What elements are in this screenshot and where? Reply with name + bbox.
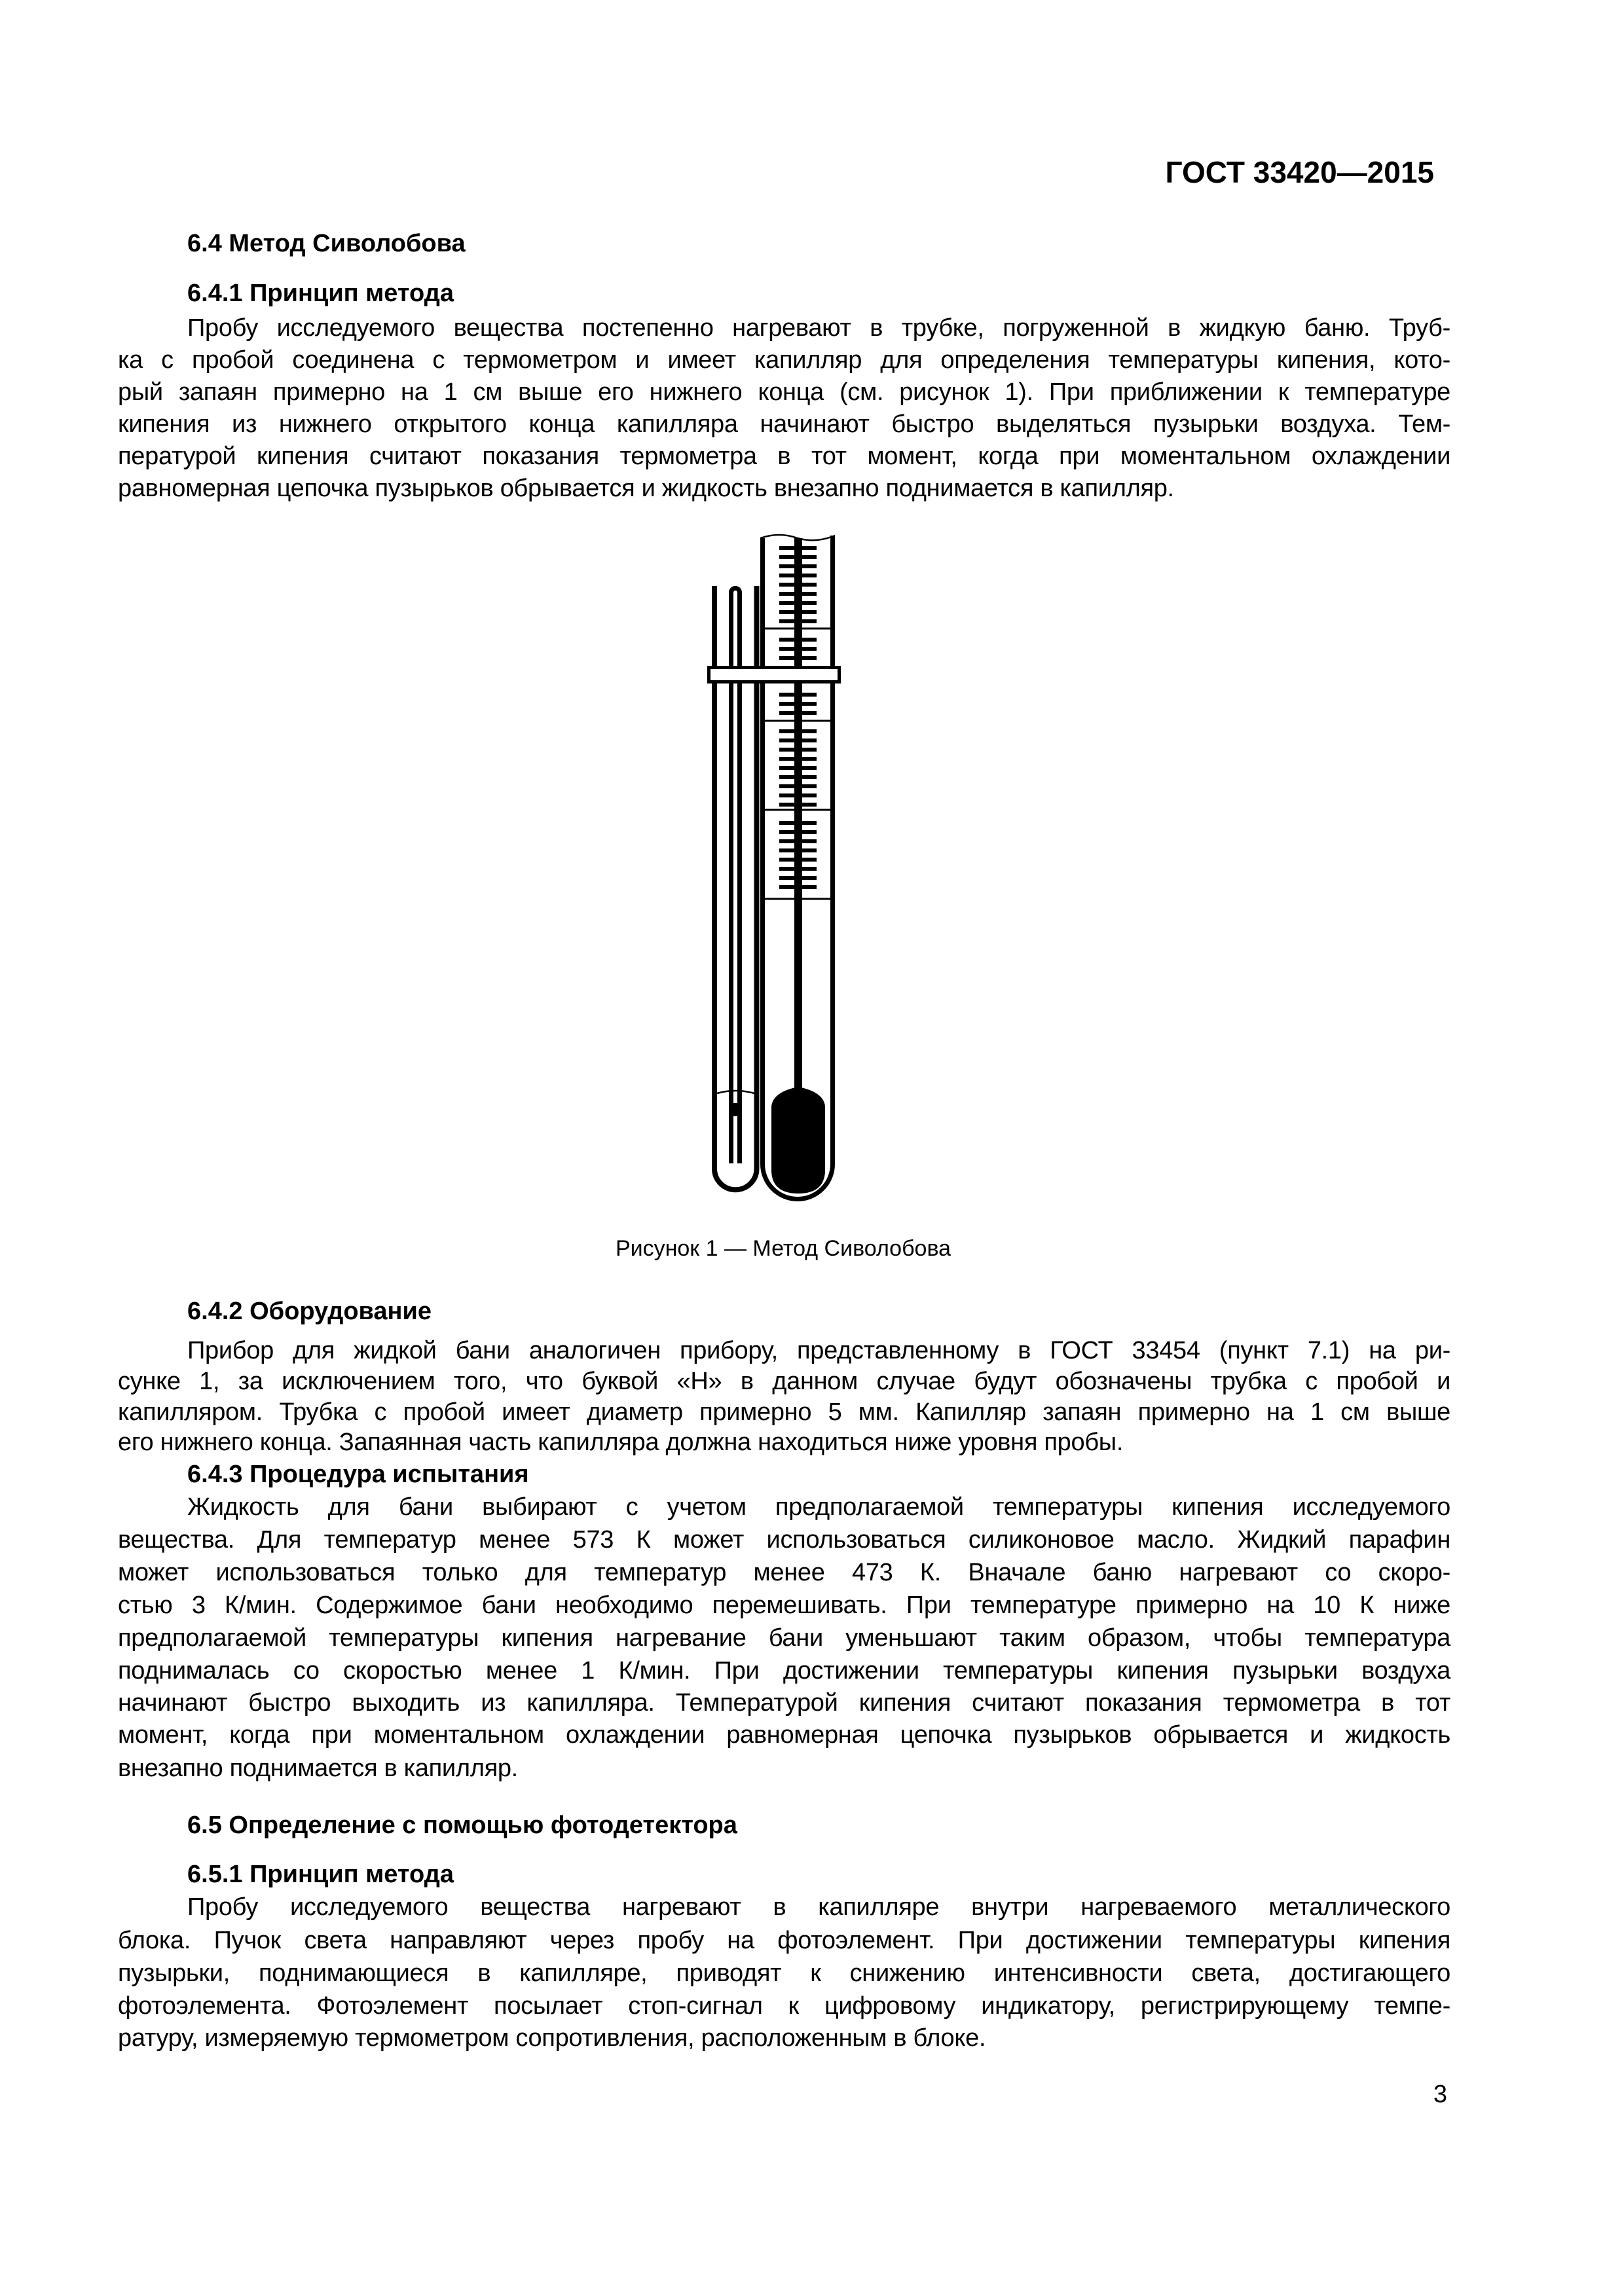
paragraph-line: Жидкость для бани выбирают с учетом предполагаемой температуры кипения исследуемого	[187, 1493, 1450, 1521]
scale-tick	[802, 830, 817, 834]
scale-tick	[802, 583, 817, 587]
paragraph-line: рый запаян примерно на 1 см выше его нижнего конца (см. рисунок 1). При приближении к температуре	[118, 378, 1450, 406]
scale-tick	[779, 793, 794, 797]
scale-tick	[802, 738, 817, 742]
paragraph-line: момент, когда при моментальном охлаждении равномерная цепочка пузырьков обрывается и жидкость	[118, 1721, 1450, 1749]
paragraph-line: может использоваться только для температур менее 473 К. Вначале баню нагревают со скоро-	[118, 1559, 1450, 1586]
scale-tick	[802, 693, 817, 697]
section-heading-6-5-1: 6.5.1 Принцип метода	[187, 1861, 454, 1888]
scale-tick	[779, 619, 794, 623]
paragraph-line: его нижнего конца. Запаянная часть капилляра должна находиться ниже уровня пробы.	[118, 1429, 1124, 1456]
scale-tick	[802, 876, 817, 880]
paragraph-line: поднималась со скоростью менее 1 К/мин. При достижении температуры кипения пузырьки воздуха	[118, 1657, 1450, 1685]
paragraph-line: Пробу исследуемого вещества нагревают в капилляре внутри нагреваемого металлического	[187, 1893, 1450, 1921]
paragraph-line: кипения из нижнего открытого конца капилляра начинают быстро выделяться пузырьки воздуха. Тем-	[118, 410, 1450, 438]
scale-tick	[802, 766, 817, 770]
scale-tick	[779, 729, 794, 733]
scale-tick	[802, 574, 817, 577]
paragraph-line: пузырьки, поднимающиеся в капилляре, приводят к снижению интенсивности света, достигающего	[118, 1959, 1450, 1987]
scale-tick	[779, 711, 794, 715]
section-heading-6-5: 6.5 Определение с помощью фотодетектора	[187, 1812, 737, 1839]
scale-tick	[802, 748, 817, 752]
scale-tick	[802, 610, 817, 614]
paragraph-line: вещества. Для температур менее 573 К может использоваться силиконовое масло. Жидкий парафин	[118, 1526, 1450, 1554]
scale-tick	[802, 656, 817, 660]
paragraph-line: внезапно поднимается в капилляр.	[118, 1755, 518, 1782]
scale-tick	[779, 757, 794, 761]
scale-tick	[779, 803, 794, 807]
sivolobov-apparatus-figure	[694, 524, 851, 1205]
scale-tick	[779, 656, 794, 660]
scale-tick	[802, 885, 817, 889]
thermometer-stem	[794, 538, 802, 1091]
scale-tick	[779, 574, 794, 577]
scale-tick	[779, 583, 794, 587]
scale-tick	[779, 546, 794, 550]
scale-tick	[802, 711, 817, 715]
document-code: ГОСТ 33420—2015	[1165, 155, 1434, 189]
tube-clamp	[709, 668, 840, 682]
paragraph-line: предполагаемой температуры кипения нагревание бани уменьшают таким образом, чтобы температура	[118, 1624, 1450, 1652]
scale-tick	[802, 555, 817, 559]
scale-tick	[802, 564, 817, 568]
figure-caption: Рисунок 1 — Метод Сиволобова	[615, 1236, 951, 1261]
page-number: 3	[1433, 2081, 1447, 2108]
scale-tick	[802, 592, 817, 596]
scale-tick	[802, 638, 817, 642]
scale-tick	[779, 601, 794, 605]
scale-tick	[802, 601, 817, 605]
scale-tick	[779, 693, 794, 697]
scale-tick	[802, 619, 817, 623]
scale-tick	[802, 858, 817, 862]
scale-tick	[779, 592, 794, 596]
paragraph-line: блока. Пучок света направляют через пробу на фотоэлемент. При достижении температуры кипения	[118, 1927, 1450, 1954]
scale-tick	[802, 821, 817, 825]
scale-tick	[802, 848, 817, 852]
scale-tick	[802, 793, 817, 797]
scale-tick	[802, 775, 817, 779]
thermometer-bulb	[771, 1087, 825, 1194]
scale-tick	[779, 784, 794, 788]
scale-tick	[779, 858, 794, 862]
scale-tick	[779, 885, 794, 889]
scale-tick	[779, 839, 794, 843]
scale-tick	[779, 647, 794, 651]
scale-tick	[779, 766, 794, 770]
capillary-sealed-part	[733, 1103, 738, 1116]
sample-liquid-level	[717, 1091, 754, 1093]
scale-tick	[779, 848, 794, 852]
scale-tick	[802, 867, 817, 871]
scale-tick	[779, 748, 794, 752]
scale-tick	[779, 830, 794, 834]
scale-tick	[779, 702, 794, 706]
scale-tick	[779, 867, 794, 871]
scale-tick	[779, 638, 794, 642]
paragraph-line: капилляром. Трубка с пробой имеет диаметр примерно 5 мм. Капилляр запаян примерно на 1 см выше	[118, 1398, 1450, 1426]
scale-tick	[802, 784, 817, 788]
scale-tick	[779, 610, 794, 614]
paragraph-line: фотоэлемента. Фотоэлемент посылает стоп-сигнал к цифровому индикатору, регистрирующему темпе-	[118, 1992, 1450, 2020]
section-heading-6-4-2: 6.4.2 Оборудование	[187, 1298, 432, 1325]
section-heading-6-4-1: 6.4.1 Принцип метода	[187, 280, 454, 307]
scale-tick	[779, 738, 794, 742]
paragraph-line: стью 3 К/мин. Содержимое бани необходимо перемешивать. При температуре примерно на 10 К ниже	[118, 1592, 1450, 1619]
scale-tick	[802, 702, 817, 706]
scale-tick	[802, 647, 817, 651]
paragraph-line: равномерная цепочка пузырьков обрывается и жидкость внезапно поднимается в капилляр.	[118, 475, 1174, 502]
scale-tick	[779, 564, 794, 568]
scale-tick	[802, 757, 817, 761]
paragraph-line: Пробу исследуемого вещества постепенно нагревают в трубке, погруженной в жидкую баню. Труб-	[187, 314, 1450, 342]
paragraph-line: пературой кипения считают показания термометра в тот момент, когда при моментальном охлаждении	[118, 443, 1450, 470]
paragraph-line: Прибор для жидкой бани аналогичен прибору, представленному в ГОСТ 33454 (пункт 7.1) на ри-	[187, 1337, 1450, 1364]
scale-tick	[779, 821, 794, 825]
paragraph-line: ка с пробой соединена с термометром и имеет капилляр для определения температуры кипения, кото-	[118, 346, 1450, 374]
paragraph-line: начинают быстро выходить из капилляра. Температурой кипения считают показания термометра в тот	[118, 1689, 1450, 1717]
scale-tick	[779, 775, 794, 779]
scale-tick	[802, 839, 817, 843]
scale-tick	[779, 555, 794, 559]
scale-tick	[779, 876, 794, 880]
scale-tick	[802, 803, 817, 807]
section-heading-6-4-3: 6.4.3 Процедура испытания	[187, 1461, 529, 1488]
section-heading-6-4: 6.4 Метод Сиволобова	[187, 230, 466, 257]
scale-tick	[802, 729, 817, 733]
scale-tick	[802, 546, 817, 550]
paragraph-line: ратуру, измеряемую термометром сопротивления, расположенным в блоке.	[118, 2024, 986, 2052]
paragraph-line: сунке 1, за исключением того, что буквой «Н» в данном случае будут обозначены трубка с пробой и	[118, 1368, 1450, 1395]
